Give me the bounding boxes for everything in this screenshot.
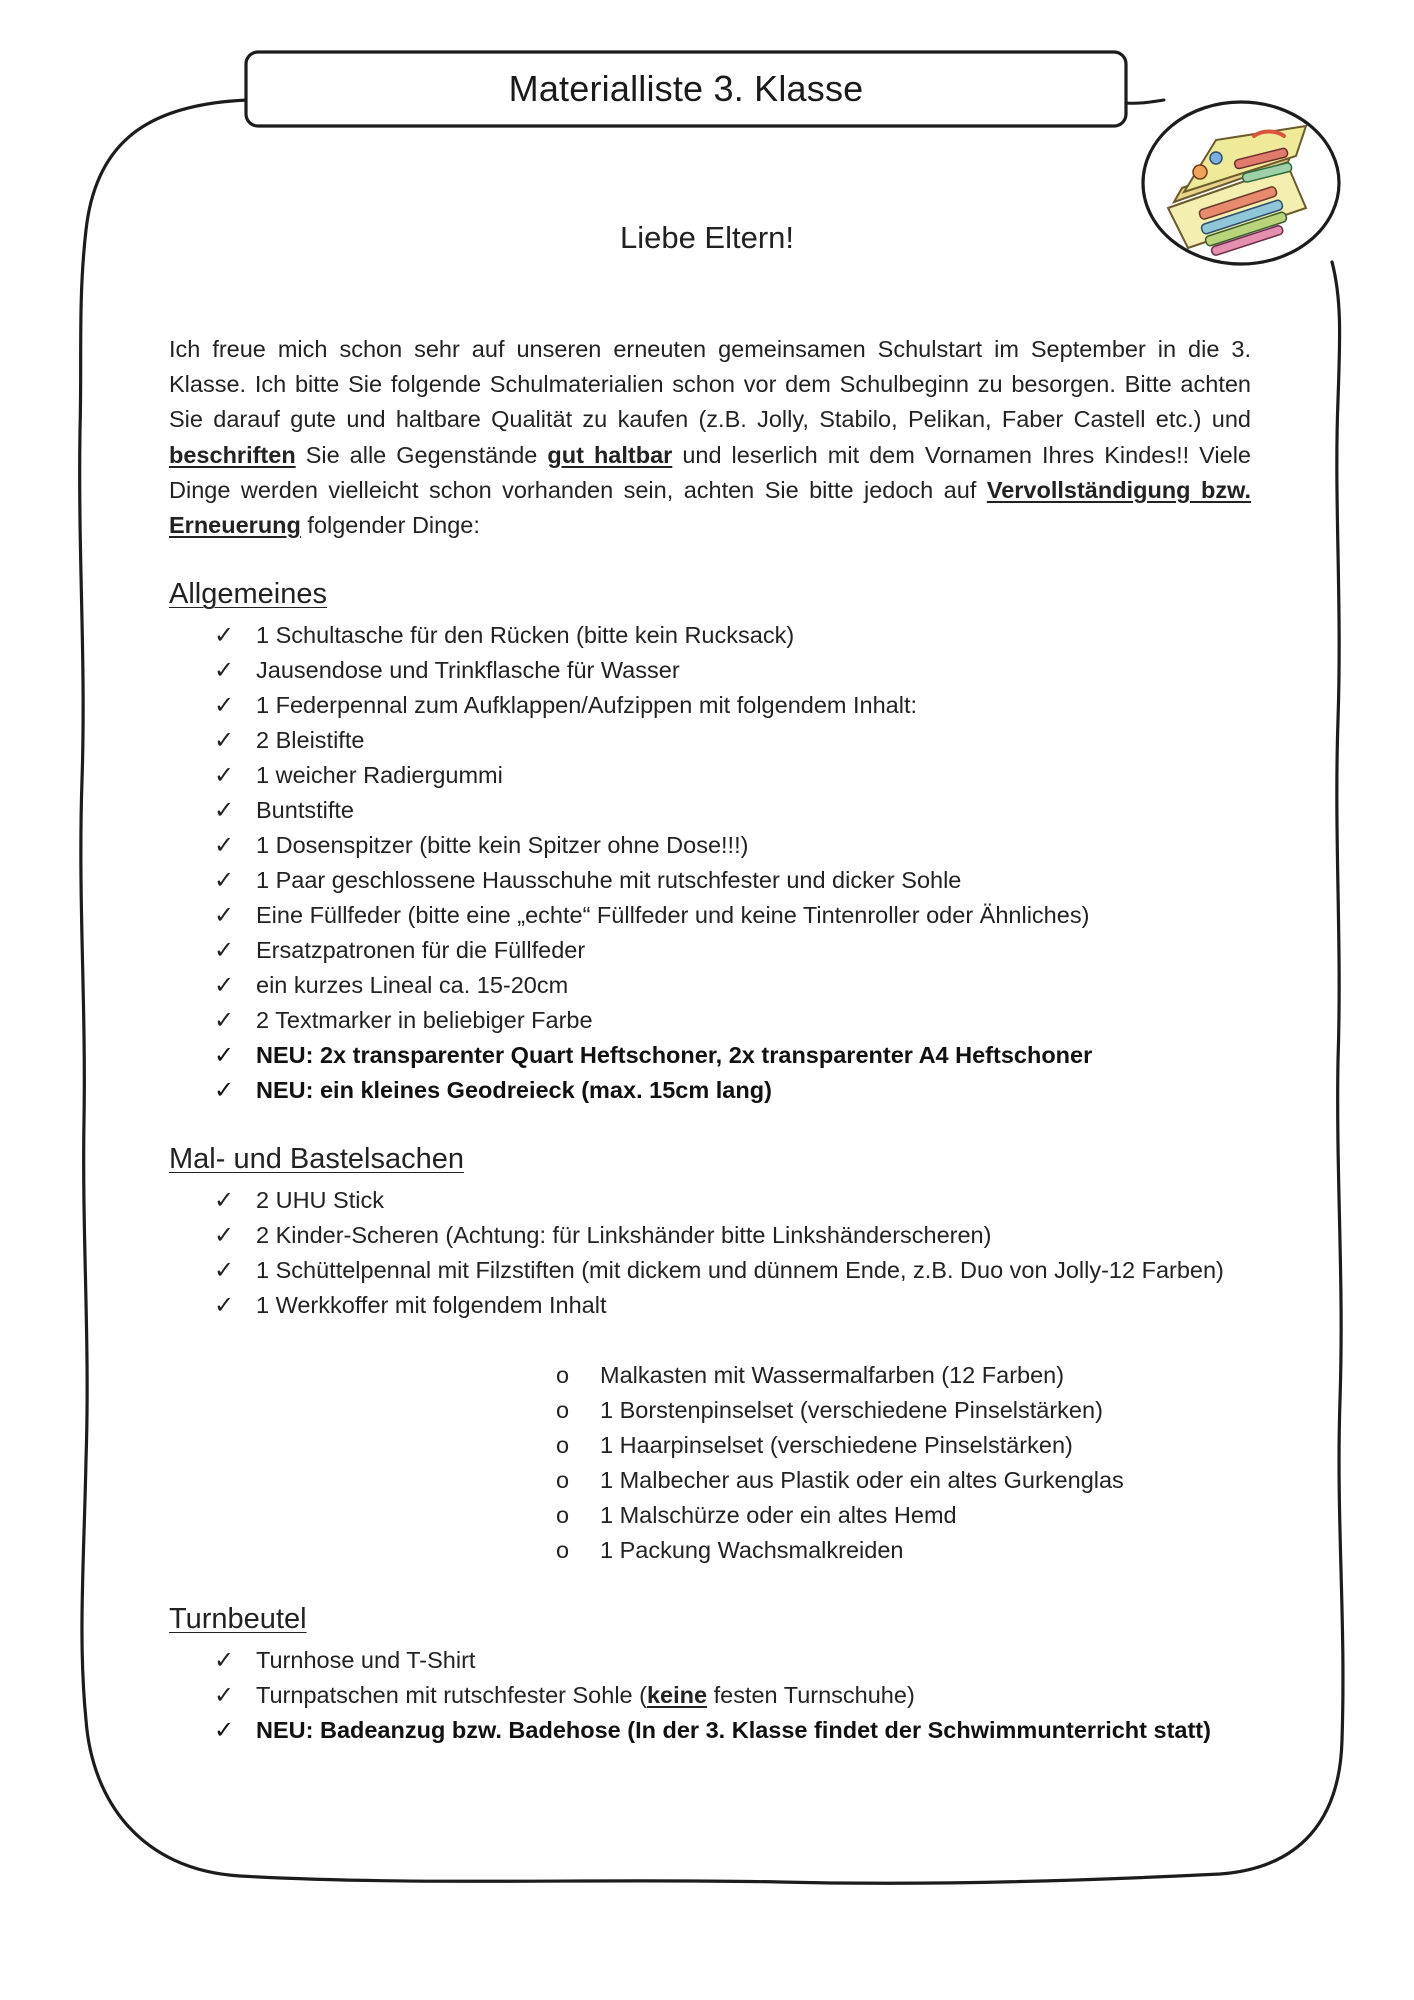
intro-text-1: Ich freue mich schon sehr auf unseren erneuten gemeinsamen Schulstart im September in die 3. Klasse. Ich bitte Sie folgende Schulmaterialien schon vor dem Schulbeginn zu besorgen. Bitte achten Sie darauf gute und haltbare Qualität zu kaufen (z.B. Jolly, Stabilo, Pelikan, Faber Castell etc.) und [169,336,1251,433]
list-item-text: Jausendose und Trinkflasche für Wasser [256,657,680,683]
checkmark-icon: ✓ [214,832,235,859]
list-item [214,1253,1254,1288]
circle-bullet-icon: o [556,1432,570,1458]
sublist-item [556,1358,1124,1393]
sublist-item-text: 1 Packung Wachsmalkreiden [600,1537,904,1563]
checkmark-icon: ✓ [214,1222,235,1249]
circle-bullet-icon: o [556,1467,570,1493]
list-item-text: festen Turnschuhe) [707,1682,915,1708]
list-item-text: 1 Federpennal zum Aufklappen/Aufzippen mit folgendem Inhalt: [256,692,918,718]
list-item-text: NEU: Badeanzug bzw. Badehose (In der 3. Klasse findet der Schwimmunterricht statt) [256,1717,1211,1743]
list-item [214,653,1254,688]
checkmark-icon: ✓ [214,797,235,824]
intro-text-4: folgender Dinge: [300,512,480,539]
list-item [214,1183,1254,1218]
sublist-item [556,1533,1124,1568]
list-item [214,828,1254,863]
greeting: Liebe Eltern! [619,220,795,255]
intro-text-3: und leserlich mit dem Vornamen Ihres Kindes!! Viele Dinge werden vielleicht schon vorhanden sein, achten Sie bitte jedoch auf [169,441,1251,503]
list-item [214,933,1254,968]
intro-text-2: Sie alle Gegenstände [295,441,548,468]
sublist-item-text: 1 Malbecher aus Plastik oder ein altes Gurkenglas [600,1467,1124,1493]
list-item [214,1218,1254,1253]
section-title-allgemeines: Allgemeines [169,578,327,610]
circle-bullet-icon: o [556,1502,570,1528]
list-item [214,898,1254,933]
sublist-werkkoffer [556,1358,1124,1568]
list-item [214,968,1254,1003]
sublist-item [556,1463,1124,1498]
checkmark-icon: ✓ [214,762,235,789]
list-item-text: Ersatzpatronen für die Füllfeder [256,937,586,963]
list-turnbeutel [214,1643,1254,1748]
list-item-text: 1 Paar geschlossene Hausschuhe mit rutschfester und dicker Sohle [256,867,962,893]
sublist-item [556,1498,1124,1533]
checkmark-icon: ✓ [214,1077,235,1104]
list-allgemeines [214,618,1254,1108]
checkmark-icon: ✓ [214,1292,235,1319]
sublist-item-text: 1 Borstenpinselset (verschiedene Pinselstärken) [600,1397,1103,1423]
checkmark-icon: ✓ [214,902,235,929]
section-title-turnbeutel: Turnbeutel [169,1603,307,1635]
checkmark-icon: ✓ [214,727,235,754]
list-item-text: 2 Bleistifte [256,727,365,753]
checkmark-icon: ✓ [214,657,235,684]
checkmark-icon: ✓ [214,1187,235,1214]
list-item-text: NEU: ein kleines Geodreieck (max. 15cm lang) [256,1077,772,1103]
checkmark-icon: ✓ [214,972,235,999]
circle-bullet-icon: o [556,1362,570,1388]
list-item-text: 2 Textmarker in beliebiger Farbe [256,1007,593,1033]
sublist-item-text: 1 Malschürze oder ein altes Hemd [600,1502,957,1528]
list-item-text: Buntstifte [256,797,354,823]
checkmark-icon: ✓ [214,937,235,964]
circle-bullet-icon: o [556,1397,570,1423]
list-item-text: Turnhose und T-Shirt [256,1647,476,1673]
list-item-text: Turnpatschen mit rutschfester Sohle ( [256,1682,647,1708]
list-item-emphasis: keine [646,1682,708,1708]
checkmark-icon: ✓ [214,1717,235,1744]
list-item [214,793,1254,828]
list-item [214,723,1254,758]
list-item [214,863,1254,898]
list-item-text: 2 UHU Stick [256,1187,384,1213]
intro-paragraph [169,332,1251,543]
circle-bullet-icon: o [556,1537,570,1563]
list-item-text: 1 Dosenspitzer (bitte kein Spitzer ohne Dose!!!) [256,832,749,858]
checkmark-icon: ✓ [214,1007,235,1034]
list-item-new [214,1038,1254,1073]
sublist-item-text: Malkasten mit Wassermalfarben (12 Farben) [600,1362,1065,1388]
list-item-text: ein kurzes Lineal ca. 15-20cm [256,972,569,998]
list-item-text: 1 Schüttelpennal mit Filzstiften (mit dickem und dünnem Ende, z.B. Duo von Jolly-12 Farben) [256,1257,1224,1283]
list-item-new [214,1073,1254,1108]
list-item [214,1643,1254,1678]
sublist-item [556,1428,1124,1463]
checkmark-icon: ✓ [214,1647,235,1674]
list-item [214,1003,1254,1038]
checkmark-icon: ✓ [214,1682,235,1709]
list-item-text: 1 Werkkoffer mit folgendem Inhalt [256,1292,607,1318]
intro-emphasis-gut-haltbar: gut haltbar [547,441,673,468]
list-item-text: 1 Schultasche für den Rücken (bitte kein Rucksack) [256,622,795,648]
sublist-item [556,1393,1124,1428]
checkmark-icon: ✓ [214,692,235,719]
intro-emphasis-vervollstaendigung: Vervollständigung bzw. Erneuerung [169,476,1251,539]
list-item [214,618,1254,653]
list-item [214,688,1254,723]
section-title-basteln: Mal- und Bastelsachen [169,1143,464,1175]
checkmark-icon: ✓ [214,867,235,894]
list-item-text: NEU: 2x transparenter Quart Heftschoner, 2x transparenter A4 Heftschoner [256,1042,1093,1068]
list-item [214,758,1254,793]
list-item [214,1678,1254,1713]
intro-emphasis-beschriften: beschriften [169,441,296,468]
list-basteln [214,1183,1254,1323]
page-title: Materialliste 3. Klasse [508,68,864,109]
checkmark-icon: ✓ [214,622,235,649]
checkmark-icon: ✓ [214,1042,235,1069]
list-item-new [214,1713,1254,1748]
checkmark-icon: ✓ [214,1257,235,1284]
list-item-text: Eine Füllfeder (bitte eine „echte“ Füllfeder und keine Tintenroller oder Ähnliches) [256,902,1090,928]
sublist-item-text: 1 Haarpinselset (verschiedene Pinselstärken) [600,1432,1073,1458]
list-item [214,1288,1254,1323]
list-item-text: 2 Kinder-Scheren (Achtung: für Linkshänder bitte Linkshänderscheren) [256,1222,992,1248]
list-item-text: 1 weicher Radiergummi [256,762,503,788]
